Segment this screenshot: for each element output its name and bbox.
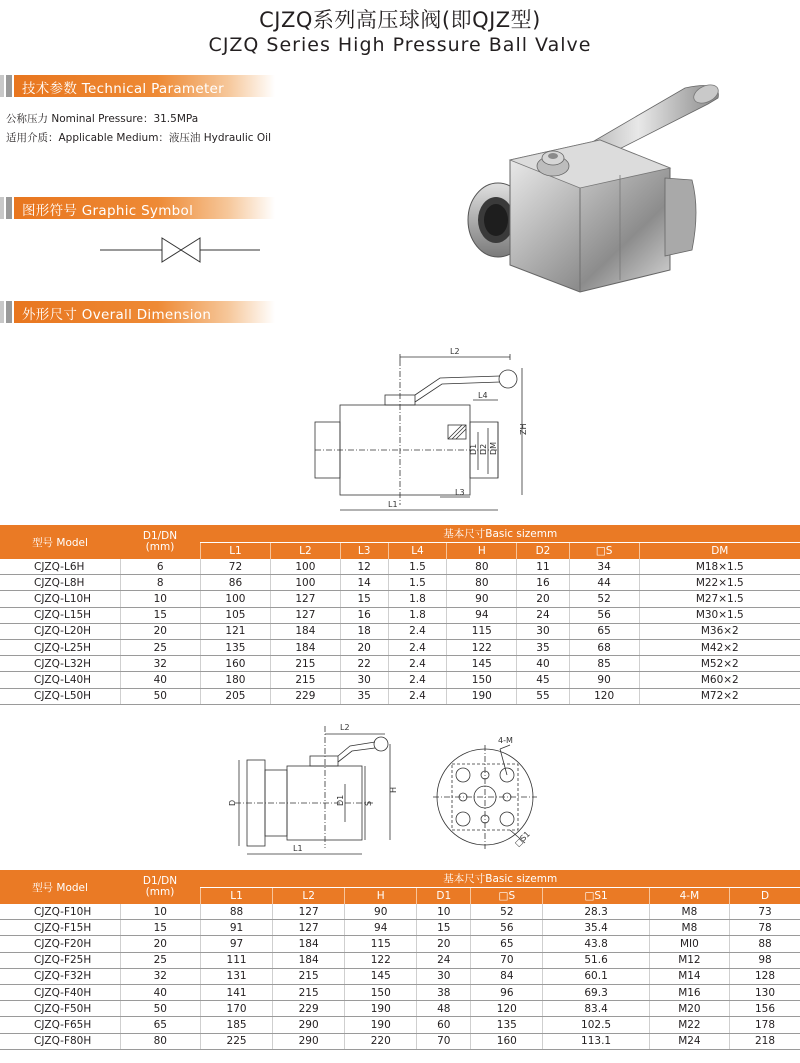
table1-col-header: L1 <box>201 543 271 560</box>
value-cell: M20 <box>649 1001 729 1017</box>
nominal-pressure: 公称压力 Nominal Pressure：31.5MPa <box>6 113 199 125</box>
value-cell: 84 <box>471 968 543 984</box>
value-cell: 290 <box>273 1033 345 1049</box>
dim2-label-d: D <box>228 799 237 806</box>
value-cell: 220 <box>345 1033 417 1049</box>
value-cell: 52 <box>471 904 543 920</box>
value-cell: 290 <box>273 1017 345 1033</box>
value-cell: M52×2 <box>639 656 800 672</box>
value-cell: 28.3 <box>543 904 649 920</box>
value-cell: M22 <box>649 1017 729 1033</box>
section-overall-dimension <box>0 301 275 323</box>
model-cell: CJZQ-F20H <box>0 936 120 952</box>
value-cell: 111 <box>201 952 273 968</box>
value-cell: 88 <box>201 904 273 920</box>
value-cell: 115 <box>345 936 417 952</box>
dimension-drawing-f-type <box>225 718 405 860</box>
value-cell: 113.1 <box>543 1033 649 1049</box>
value-cell: 72 <box>201 559 271 575</box>
value-cell: 122 <box>447 639 517 655</box>
value-cell: 88 <box>730 936 800 952</box>
value-cell: 141 <box>201 984 273 1000</box>
value-cell: 156 <box>730 1001 800 1017</box>
value-cell: 48 <box>417 1001 471 1017</box>
value-cell: 51.6 <box>543 952 649 968</box>
model-cell: CJZQ-L10H <box>0 591 120 607</box>
model-cell: CJZQ-L20H <box>0 623 120 639</box>
value-cell: 83.4 <box>543 1001 649 1017</box>
table2-col-header: L2 <box>273 888 345 905</box>
dim-label-d2: D2 <box>479 443 488 455</box>
value-cell: M22×1.5 <box>639 575 800 591</box>
value-cell: 68 <box>569 639 639 655</box>
value-cell: M36×2 <box>639 623 800 639</box>
value-cell: 65 <box>120 1017 201 1033</box>
dim2-label-l2: L2 <box>340 723 350 732</box>
value-cell: 2.4 <box>388 672 447 688</box>
value-cell: 94 <box>345 920 417 936</box>
value-cell: 14 <box>340 575 388 591</box>
table1-model-header: 型号 Model <box>0 525 120 559</box>
value-cell: 32 <box>120 656 201 672</box>
spec-table-f-series <box>0 870 800 1050</box>
value-cell: 11 <box>517 559 569 575</box>
value-cell: 127 <box>273 904 345 920</box>
table-row <box>0 607 800 623</box>
table-row <box>0 1001 800 1017</box>
value-cell: 45 <box>517 672 569 688</box>
model-cell: CJZQ-F10H <box>0 904 120 920</box>
model-cell: CJZQ-F80H <box>0 1033 120 1049</box>
value-cell: 90 <box>569 672 639 688</box>
value-cell: 190 <box>447 688 517 704</box>
value-cell: 70 <box>471 952 543 968</box>
model-cell: CJZQ-L50H <box>0 688 120 704</box>
value-cell: 44 <box>569 575 639 591</box>
value-cell: 100 <box>270 559 340 575</box>
value-cell: 16 <box>340 607 388 623</box>
value-cell: M12 <box>649 952 729 968</box>
value-cell: 10 <box>120 904 201 920</box>
table-row <box>0 920 800 936</box>
value-cell: 98 <box>730 952 800 968</box>
section-dimension-label: 外形尺寸 Overall Dimension <box>22 307 212 323</box>
value-cell: 20 <box>340 639 388 655</box>
table2-col-header: 4-M <box>649 888 729 905</box>
spec-table-l-series <box>0 525 800 705</box>
value-cell: 40 <box>120 672 201 688</box>
value-cell: 40 <box>517 656 569 672</box>
model-cell: CJZQ-F25H <box>0 952 120 968</box>
table2-col-header: L1 <box>201 888 273 905</box>
value-cell: 56 <box>569 607 639 623</box>
value-cell: 90 <box>345 904 417 920</box>
value-cell: 215 <box>273 984 345 1000</box>
table-row <box>0 672 800 688</box>
value-cell: 80 <box>447 559 517 575</box>
table2-model-header: 型号 Model <box>0 870 120 904</box>
value-cell: 15 <box>120 607 201 623</box>
value-cell: 65 <box>471 936 543 952</box>
value-cell: 94 <box>447 607 517 623</box>
valve-symbol <box>100 232 260 268</box>
value-cell: 25 <box>120 639 201 655</box>
value-cell: 20 <box>517 591 569 607</box>
table-row <box>0 952 800 968</box>
table1-col-header: □S <box>569 543 639 560</box>
table-row <box>0 623 800 639</box>
dim-label-l2: L2 <box>450 347 460 356</box>
table2-col-header: D1 <box>417 888 471 905</box>
value-cell: 10 <box>417 904 471 920</box>
value-cell: 185 <box>201 1017 273 1033</box>
section-technical-label: 技术参数 Technical Parameter <box>22 81 225 97</box>
model-cell: CJZQ-F65H <box>0 1017 120 1033</box>
model-cell: CJZQ-L40H <box>0 672 120 688</box>
value-cell: 86 <box>201 575 271 591</box>
table1-col-header: L3 <box>340 543 388 560</box>
value-cell: 90 <box>447 591 517 607</box>
value-cell: 38 <box>417 984 471 1000</box>
value-cell: 2.4 <box>388 688 447 704</box>
value-cell: 178 <box>730 1017 800 1033</box>
table-row <box>0 984 800 1000</box>
value-cell: 43.8 <box>543 936 649 952</box>
value-cell: 2.4 <box>388 639 447 655</box>
dim2-label-l1: L1 <box>293 844 303 853</box>
value-cell: MI0 <box>649 936 729 952</box>
table2-group-header: 基本尺寸Basic sizemm <box>201 870 800 888</box>
value-cell: 34 <box>569 559 639 575</box>
value-cell: 30 <box>517 623 569 639</box>
value-cell: 122 <box>345 952 417 968</box>
value-cell: 215 <box>273 968 345 984</box>
ball-valve-photo <box>460 70 730 295</box>
value-cell: 55 <box>517 688 569 704</box>
dim-label-l4: L4 <box>478 391 488 400</box>
value-cell: 120 <box>471 1001 543 1017</box>
value-cell: 205 <box>201 688 271 704</box>
flange-end-view <box>430 735 550 855</box>
value-cell: 52 <box>569 591 639 607</box>
value-cell: 102.5 <box>543 1017 649 1033</box>
model-cell: CJZQ-L15H <box>0 607 120 623</box>
table-row <box>0 1033 800 1049</box>
value-cell: 85 <box>569 656 639 672</box>
value-cell: 218 <box>730 1033 800 1049</box>
value-cell: 6 <box>120 559 201 575</box>
table2-dn-header: D1/DN (mm) <box>120 870 201 904</box>
table1-dn-header: D1/DN (mm) <box>120 525 201 559</box>
value-cell: 215 <box>270 672 340 688</box>
value-cell: 40 <box>120 984 201 1000</box>
table-row <box>0 904 800 920</box>
value-cell: 56 <box>471 920 543 936</box>
model-cell: CJZQ-F15H <box>0 920 120 936</box>
table2-col-header: □S <box>471 888 543 905</box>
value-cell: 15 <box>120 920 201 936</box>
value-cell: 24 <box>517 607 569 623</box>
dimension-drawing-l-type <box>300 340 550 515</box>
value-cell: 96 <box>471 984 543 1000</box>
table1-col-header: L2 <box>270 543 340 560</box>
value-cell: 20 <box>120 623 201 639</box>
table-row <box>0 936 800 952</box>
value-cell: 15 <box>417 920 471 936</box>
model-cell: CJZQ-L8H <box>0 575 120 591</box>
value-cell: 120 <box>569 688 639 704</box>
value-cell: 24 <box>417 952 471 968</box>
value-cell: 73 <box>730 904 800 920</box>
value-cell: 35 <box>340 688 388 704</box>
value-cell: 8 <box>120 575 201 591</box>
value-cell: 80 <box>447 575 517 591</box>
value-cell: 160 <box>471 1033 543 1049</box>
value-cell: 32 <box>120 968 201 984</box>
value-cell: 145 <box>447 656 517 672</box>
value-cell: M16 <box>649 984 729 1000</box>
dim2-label-s: S <box>364 800 373 806</box>
table1-col-header: H <box>447 543 517 560</box>
value-cell: 131 <box>201 968 273 984</box>
table1-col-header: D2 <box>517 543 569 560</box>
value-cell: 1.8 <box>388 591 447 607</box>
value-cell: 69.3 <box>543 984 649 1000</box>
value-cell: 215 <box>270 656 340 672</box>
table-row <box>0 559 800 575</box>
value-cell: 127 <box>270 607 340 623</box>
flange-label-s1: □S1 <box>513 829 532 849</box>
value-cell: 190 <box>345 1001 417 1017</box>
dim-label-d1: D1 <box>469 443 478 455</box>
value-cell: 145 <box>345 968 417 984</box>
value-cell: 91 <box>201 920 273 936</box>
value-cell: 128 <box>730 968 800 984</box>
value-cell: 22 <box>340 656 388 672</box>
value-cell: 150 <box>447 672 517 688</box>
value-cell: 60.1 <box>543 968 649 984</box>
value-cell: 127 <box>270 591 340 607</box>
table1-col-header: DM <box>639 543 800 560</box>
value-cell: M72×2 <box>639 688 800 704</box>
table1-group-header: 基本尺寸Basic sizemm <box>201 525 800 543</box>
dim-label-dm: DM <box>489 441 498 455</box>
value-cell: 184 <box>273 952 345 968</box>
value-cell: 30 <box>340 672 388 688</box>
section-technical-parameter <box>0 75 275 97</box>
table1-col-header: L4 <box>388 543 447 560</box>
value-cell: 135 <box>471 1017 543 1033</box>
value-cell: 25 <box>120 952 201 968</box>
value-cell: M42×2 <box>639 639 800 655</box>
value-cell: M24 <box>649 1033 729 1049</box>
value-cell: 170 <box>201 1001 273 1017</box>
page-title-cn: CJZQ系列高压球阀(即QJZ型) <box>259 8 541 32</box>
value-cell: 100 <box>270 575 340 591</box>
value-cell: 10 <box>120 591 201 607</box>
table2-col-header: □S1 <box>543 888 649 905</box>
value-cell: 50 <box>120 1001 201 1017</box>
value-cell: 127 <box>273 920 345 936</box>
section-graphic-symbol <box>0 197 275 219</box>
dim-label-l3: L3 <box>455 488 465 497</box>
value-cell: 2.4 <box>388 623 447 639</box>
table-row <box>0 591 800 607</box>
table2-col-header: D <box>730 888 800 905</box>
value-cell: M8 <box>649 904 729 920</box>
section-symbol-label: 图形符号 Graphic Symbol <box>22 203 194 219</box>
table2-col-header: H <box>345 888 417 905</box>
value-cell: 35 <box>517 639 569 655</box>
value-cell: 18 <box>340 623 388 639</box>
table-row <box>0 968 800 984</box>
dim2-label-d1: D1 <box>336 794 345 806</box>
value-cell: 105 <box>201 607 271 623</box>
model-cell: CJZQ-L25H <box>0 639 120 655</box>
dim-label-l1: L1 <box>388 500 398 509</box>
value-cell: 121 <box>201 623 271 639</box>
value-cell: 60 <box>417 1017 471 1033</box>
value-cell: 1.5 <box>388 559 447 575</box>
value-cell: 150 <box>345 984 417 1000</box>
value-cell: 229 <box>270 688 340 704</box>
value-cell: 1.8 <box>388 607 447 623</box>
value-cell: 15 <box>340 591 388 607</box>
model-cell: CJZQ-L32H <box>0 656 120 672</box>
value-cell: 80 <box>120 1033 201 1049</box>
value-cell: 16 <box>517 575 569 591</box>
value-cell: 35.4 <box>543 920 649 936</box>
page-title-en: CJZQ Series High Pressure Ball Valve <box>208 34 592 56</box>
value-cell: 135 <box>201 639 271 655</box>
value-cell: 20 <box>120 936 201 952</box>
value-cell: 97 <box>201 936 273 952</box>
value-cell: M18×1.5 <box>639 559 800 575</box>
value-cell: 100 <box>201 591 271 607</box>
flange-label-4m: 4-M <box>498 736 513 745</box>
value-cell: 184 <box>273 936 345 952</box>
value-cell: 190 <box>345 1017 417 1033</box>
model-cell: CJZQ-L6H <box>0 559 120 575</box>
value-cell: 184 <box>270 639 340 655</box>
value-cell: 2.4 <box>388 656 447 672</box>
dim2-label-h: H <box>389 786 398 793</box>
value-cell: 130 <box>730 984 800 1000</box>
value-cell: 65 <box>569 623 639 639</box>
value-cell: 229 <box>273 1001 345 1017</box>
table-row <box>0 575 800 591</box>
model-cell: CJZQ-F40H <box>0 984 120 1000</box>
value-cell: M30×1.5 <box>639 607 800 623</box>
value-cell: 50 <box>120 688 201 704</box>
value-cell: 160 <box>201 656 271 672</box>
value-cell: M27×1.5 <box>639 591 800 607</box>
model-cell: CJZQ-F32H <box>0 968 120 984</box>
value-cell: 184 <box>270 623 340 639</box>
value-cell: 78 <box>730 920 800 936</box>
table-row <box>0 656 800 672</box>
dim-label-zh: ZH <box>519 423 528 435</box>
table-row <box>0 1017 800 1033</box>
value-cell: 180 <box>201 672 271 688</box>
applicable-medium: 适用介质：Applicable Medium：液压油 Hydraulic Oil <box>6 132 271 144</box>
value-cell: M60×2 <box>639 672 800 688</box>
value-cell: 20 <box>417 936 471 952</box>
value-cell: 225 <box>201 1033 273 1049</box>
value-cell: M8 <box>649 920 729 936</box>
table-row <box>0 688 800 704</box>
table-row <box>0 639 800 655</box>
value-cell: 115 <box>447 623 517 639</box>
value-cell: 12 <box>340 559 388 575</box>
value-cell: M14 <box>649 968 729 984</box>
value-cell: 30 <box>417 968 471 984</box>
value-cell: 70 <box>417 1033 471 1049</box>
model-cell: CJZQ-F50H <box>0 1001 120 1017</box>
value-cell: 1.5 <box>388 575 447 591</box>
